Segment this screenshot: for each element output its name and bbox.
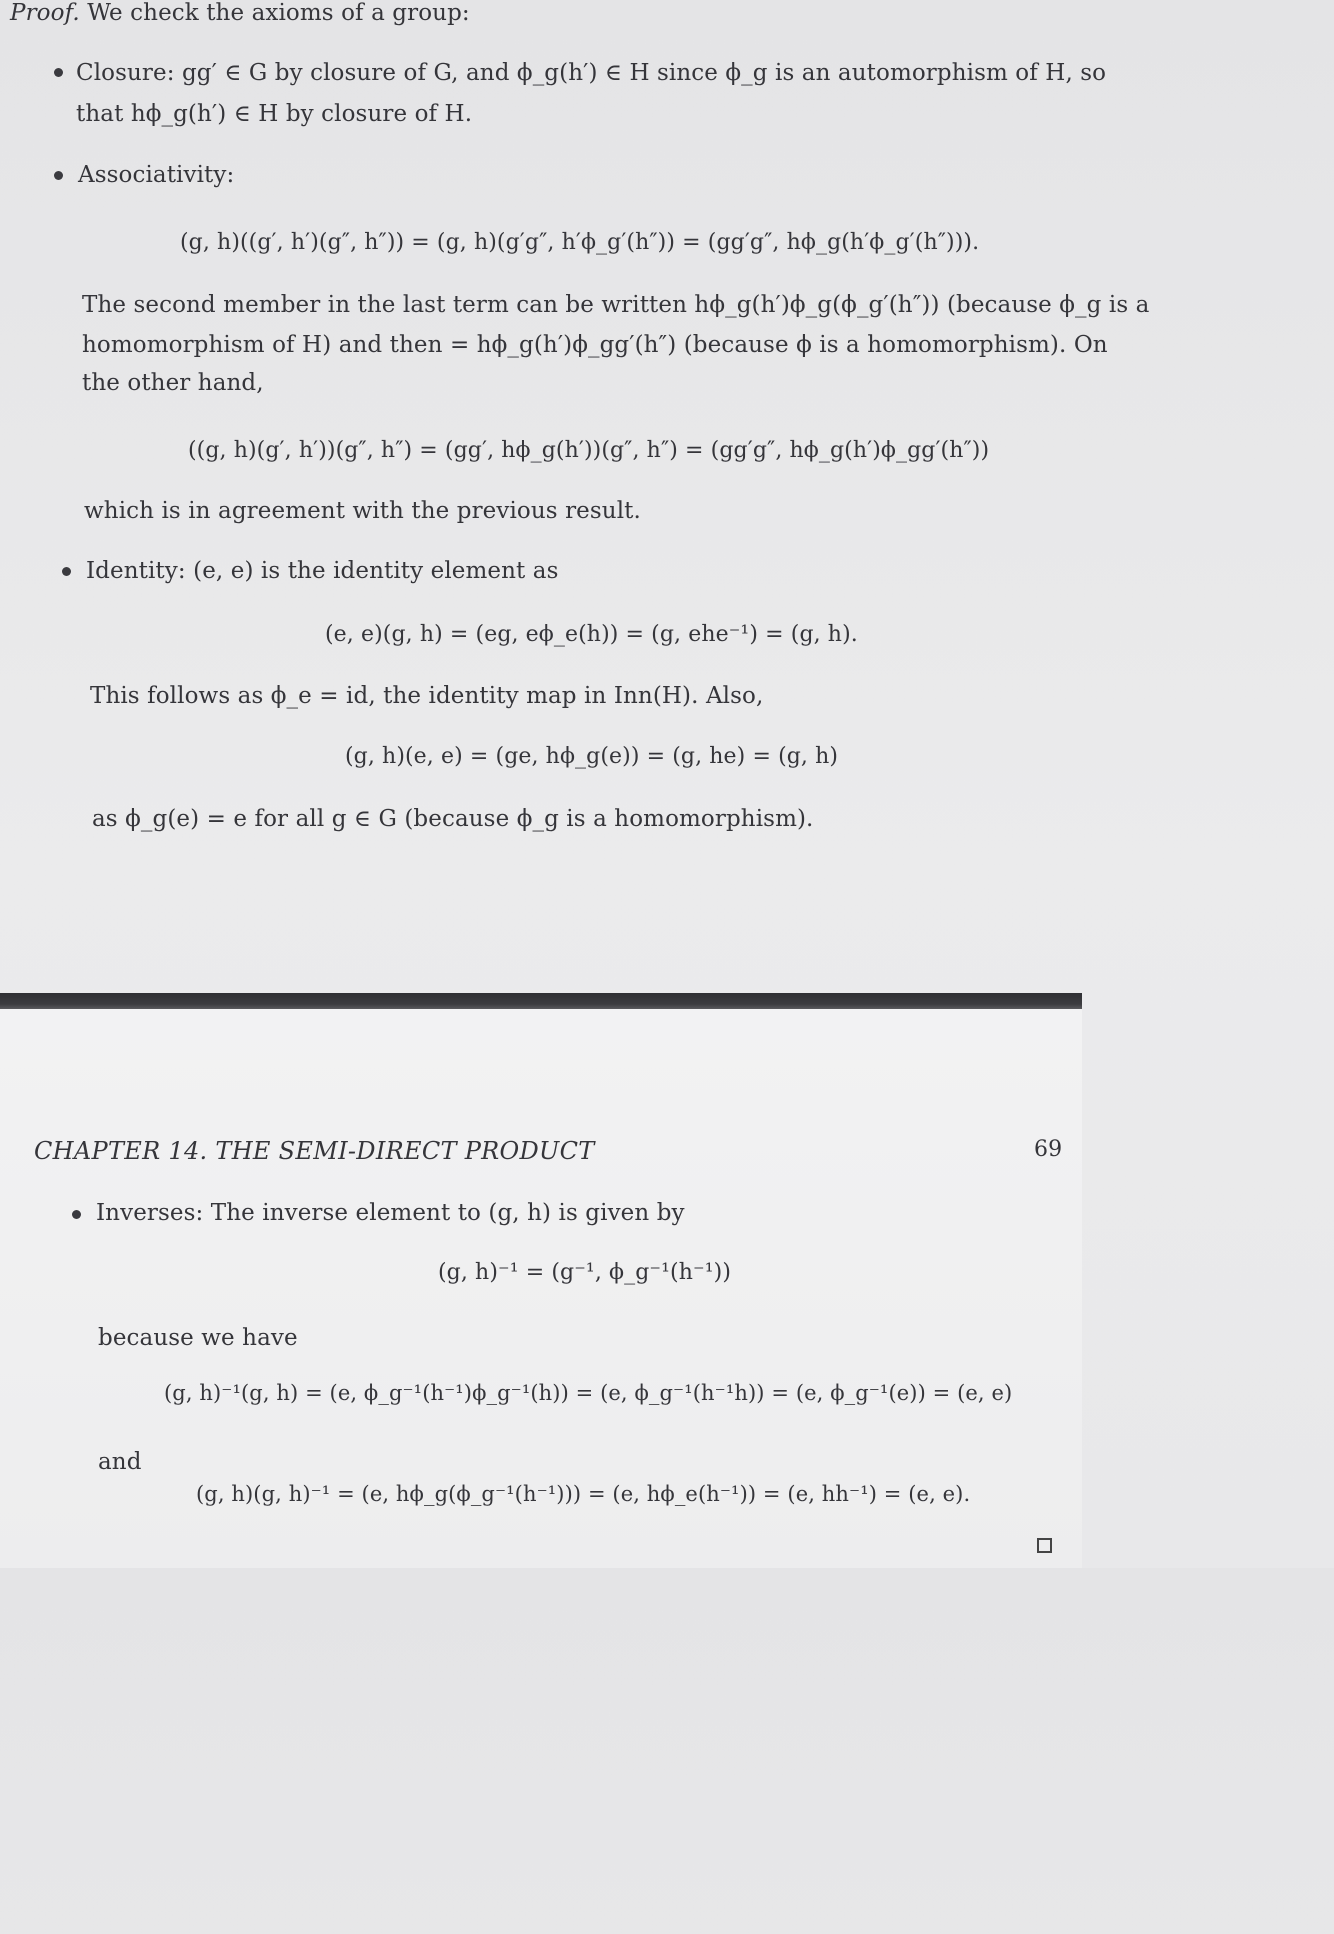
identity-text-1: This follows as ϕ_e = id, the identity map in Inn(H). Also,	[90, 683, 764, 709]
bullet-inverses	[72, 1210, 81, 1219]
closure-line-1: Closure: gg′ ∈ G by closure of G, and ϕ_g(h′) ∈ H since ϕ_g is an automorphism of H, so	[76, 60, 1107, 86]
associativity-label: Associativity:	[78, 162, 235, 188]
associativity-text-3: the other hand,	[82, 370, 264, 396]
chapter-header: CHAPTER 14. THE SEMI-DIRECT PRODUCT	[34, 1137, 595, 1165]
bullet-associativity	[54, 171, 63, 180]
associativity-text-4: which is in agreement with the previous result.	[84, 498, 641, 524]
inverses-line: Inverses: The inverse element to (g, h) is given by	[96, 1200, 685, 1226]
identity-text-2: as ϕ_g(e) = e for all g ∈ G (because ϕ_g is a homomorphism).	[92, 806, 814, 832]
bullet-identity	[62, 567, 71, 576]
inverses-equation-2: (g, h)⁻¹(g, h) = (e, ϕ_g⁻¹(h⁻¹)ϕ_g⁻¹(h)) = (e, ϕ_g⁻¹(h⁻¹h)) = (e, ϕ_g⁻¹(e)) = (e, e)	[164, 1381, 1013, 1405]
because-text: because we have	[98, 1325, 298, 1351]
identity-equation-2: (g, h)(e, e) = (ge, hϕ_g(e)) = (g, he) = (g, h)	[345, 744, 839, 769]
and-text: and	[98, 1449, 142, 1475]
page-divider	[0, 993, 1082, 1009]
proof-intro-text: We check the axioms of a group:	[79, 0, 470, 26]
bullet-closure	[54, 68, 63, 77]
associativity-equation-1: (g, h)((g′, h′)(g″, h″)) = (g, h)(g′g″, h′ϕ_g′(h″)) = (gg′g″, hϕ_g(h′ϕ_g′(h″))).	[180, 230, 980, 255]
closure-line-2: that hϕ_g(h′) ∈ H by closure of H.	[76, 101, 473, 127]
inverses-equation-1: (g, h)⁻¹ = (g⁻¹, ϕ_g⁻¹(h⁻¹))	[438, 1260, 731, 1285]
proof-label: Proof.	[10, 0, 80, 26]
associativity-equation-2: ((g, h)(g′, h′))(g″, h″) = (gg′, hϕ_g(h′))(g″, h″) = (gg′g″, hϕ_g(h′)ϕ_gg′(h″))	[188, 438, 990, 463]
associativity-text-1: The second member in the last term can be written hϕ_g(h′)ϕ_g(ϕ_g′(h″)) (because ϕ_g is a	[82, 292, 1150, 318]
identity-line: Identity: (e, e) is the identity element as	[86, 558, 559, 584]
identity-equation-1: (e, e)(g, h) = (eg, eϕ_e(h)) = (g, ehe⁻¹) = (g, h).	[325, 622, 858, 647]
page-number: 69	[1034, 1137, 1063, 1162]
proof-intro	[10, 0, 470, 26]
qed-square-icon	[1037, 1538, 1052, 1553]
inverses-equation-3: (g, h)(g, h)⁻¹ = (e, hϕ_g(ϕ_g⁻¹(h⁻¹))) = (e, hϕ_e(h⁻¹)) = (e, hh⁻¹) = (e, e).	[196, 1482, 971, 1506]
associativity-text-2: homomorphism of H) and then = hϕ_g(h′)ϕ_gg′(h″) (because ϕ is a homomorphism). On	[82, 332, 1108, 358]
